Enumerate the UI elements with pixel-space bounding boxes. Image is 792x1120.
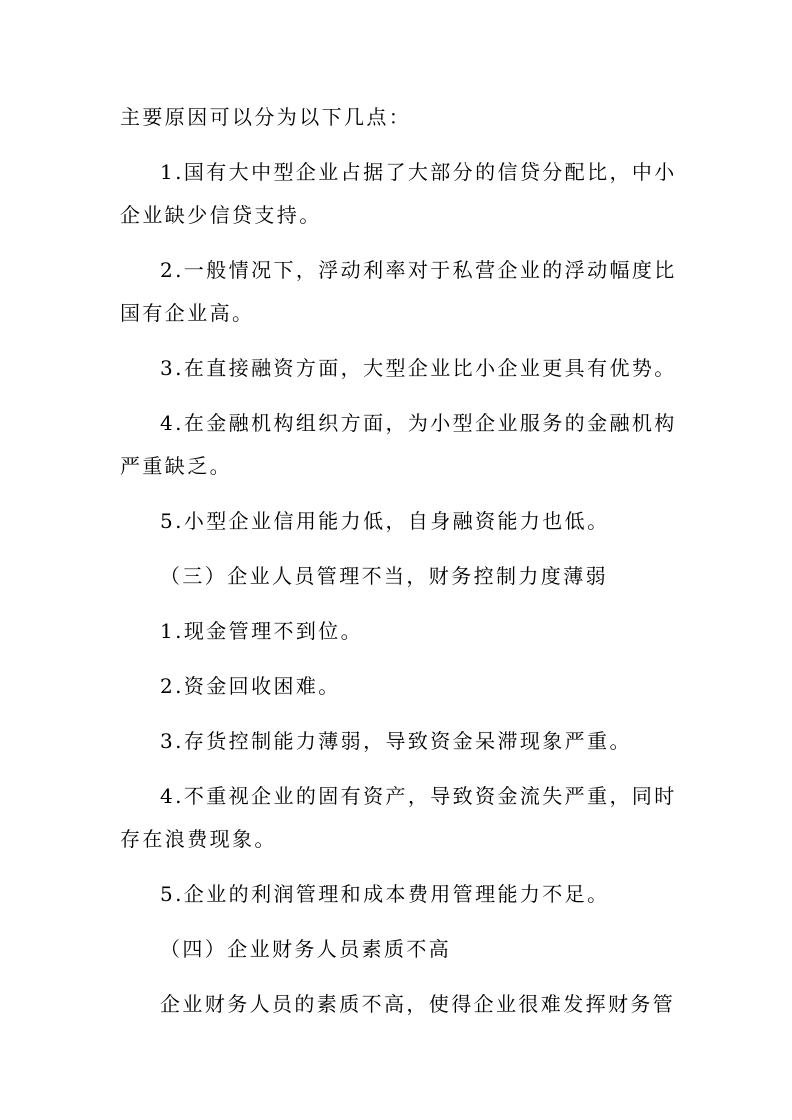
list-item-4-line-2: 严重缺乏。 — [120, 454, 232, 478]
section-3-item-3: 3.存货控制能力薄弱，导致资金呆滞现象严重。 — [160, 729, 632, 753]
section-4-paragraph-line-1: 企业财务人员的素质不高，使得企业很难发挥财务管 — [160, 992, 676, 1016]
list-item-1-line-2: 企业缺少信贷支持。 — [120, 203, 322, 227]
list-item-3: 3.在直接融资方面，大型企业比小企业更具有优势。 — [160, 356, 677, 380]
list-item-2-line-2: 国有企业高。 — [120, 301, 255, 325]
intro-line: 主要原因可以分为以下几点： — [120, 105, 412, 129]
section-3-item-5: 5.企业的利润管理和成本费用管理能力不足。 — [160, 882, 610, 906]
list-item-1-line-1: 1.国有大中型企业占据了大部分的信贷分配比，中小 — [160, 160, 677, 184]
section-heading-4: （四）企业财务人员素质不高 — [160, 937, 452, 961]
section-heading-3: （三）企业人员管理不当，财务控制力度薄弱 — [160, 564, 608, 588]
section-3-item-1: 1.现金管理不到位。 — [160, 619, 364, 643]
section-3-item-2: 2.资金回收困难。 — [160, 674, 341, 698]
section-3-item-4-line-1: 4.不重视企业的固有资产，导致资金流失严重，同时 — [160, 784, 677, 808]
list-item-2-line-1: 2.一般情况下，浮动利率对于私营企业的浮动幅度比 — [160, 258, 677, 282]
section-3-item-4-line-2: 存在浪费现象。 — [120, 827, 277, 851]
list-item-5: 5.小型企业信用能力低，自身融资能力也低。 — [160, 509, 610, 533]
list-item-4-line-1: 4.在金融机构组织方面，为小型企业服务的金融机构 — [160, 411, 677, 435]
